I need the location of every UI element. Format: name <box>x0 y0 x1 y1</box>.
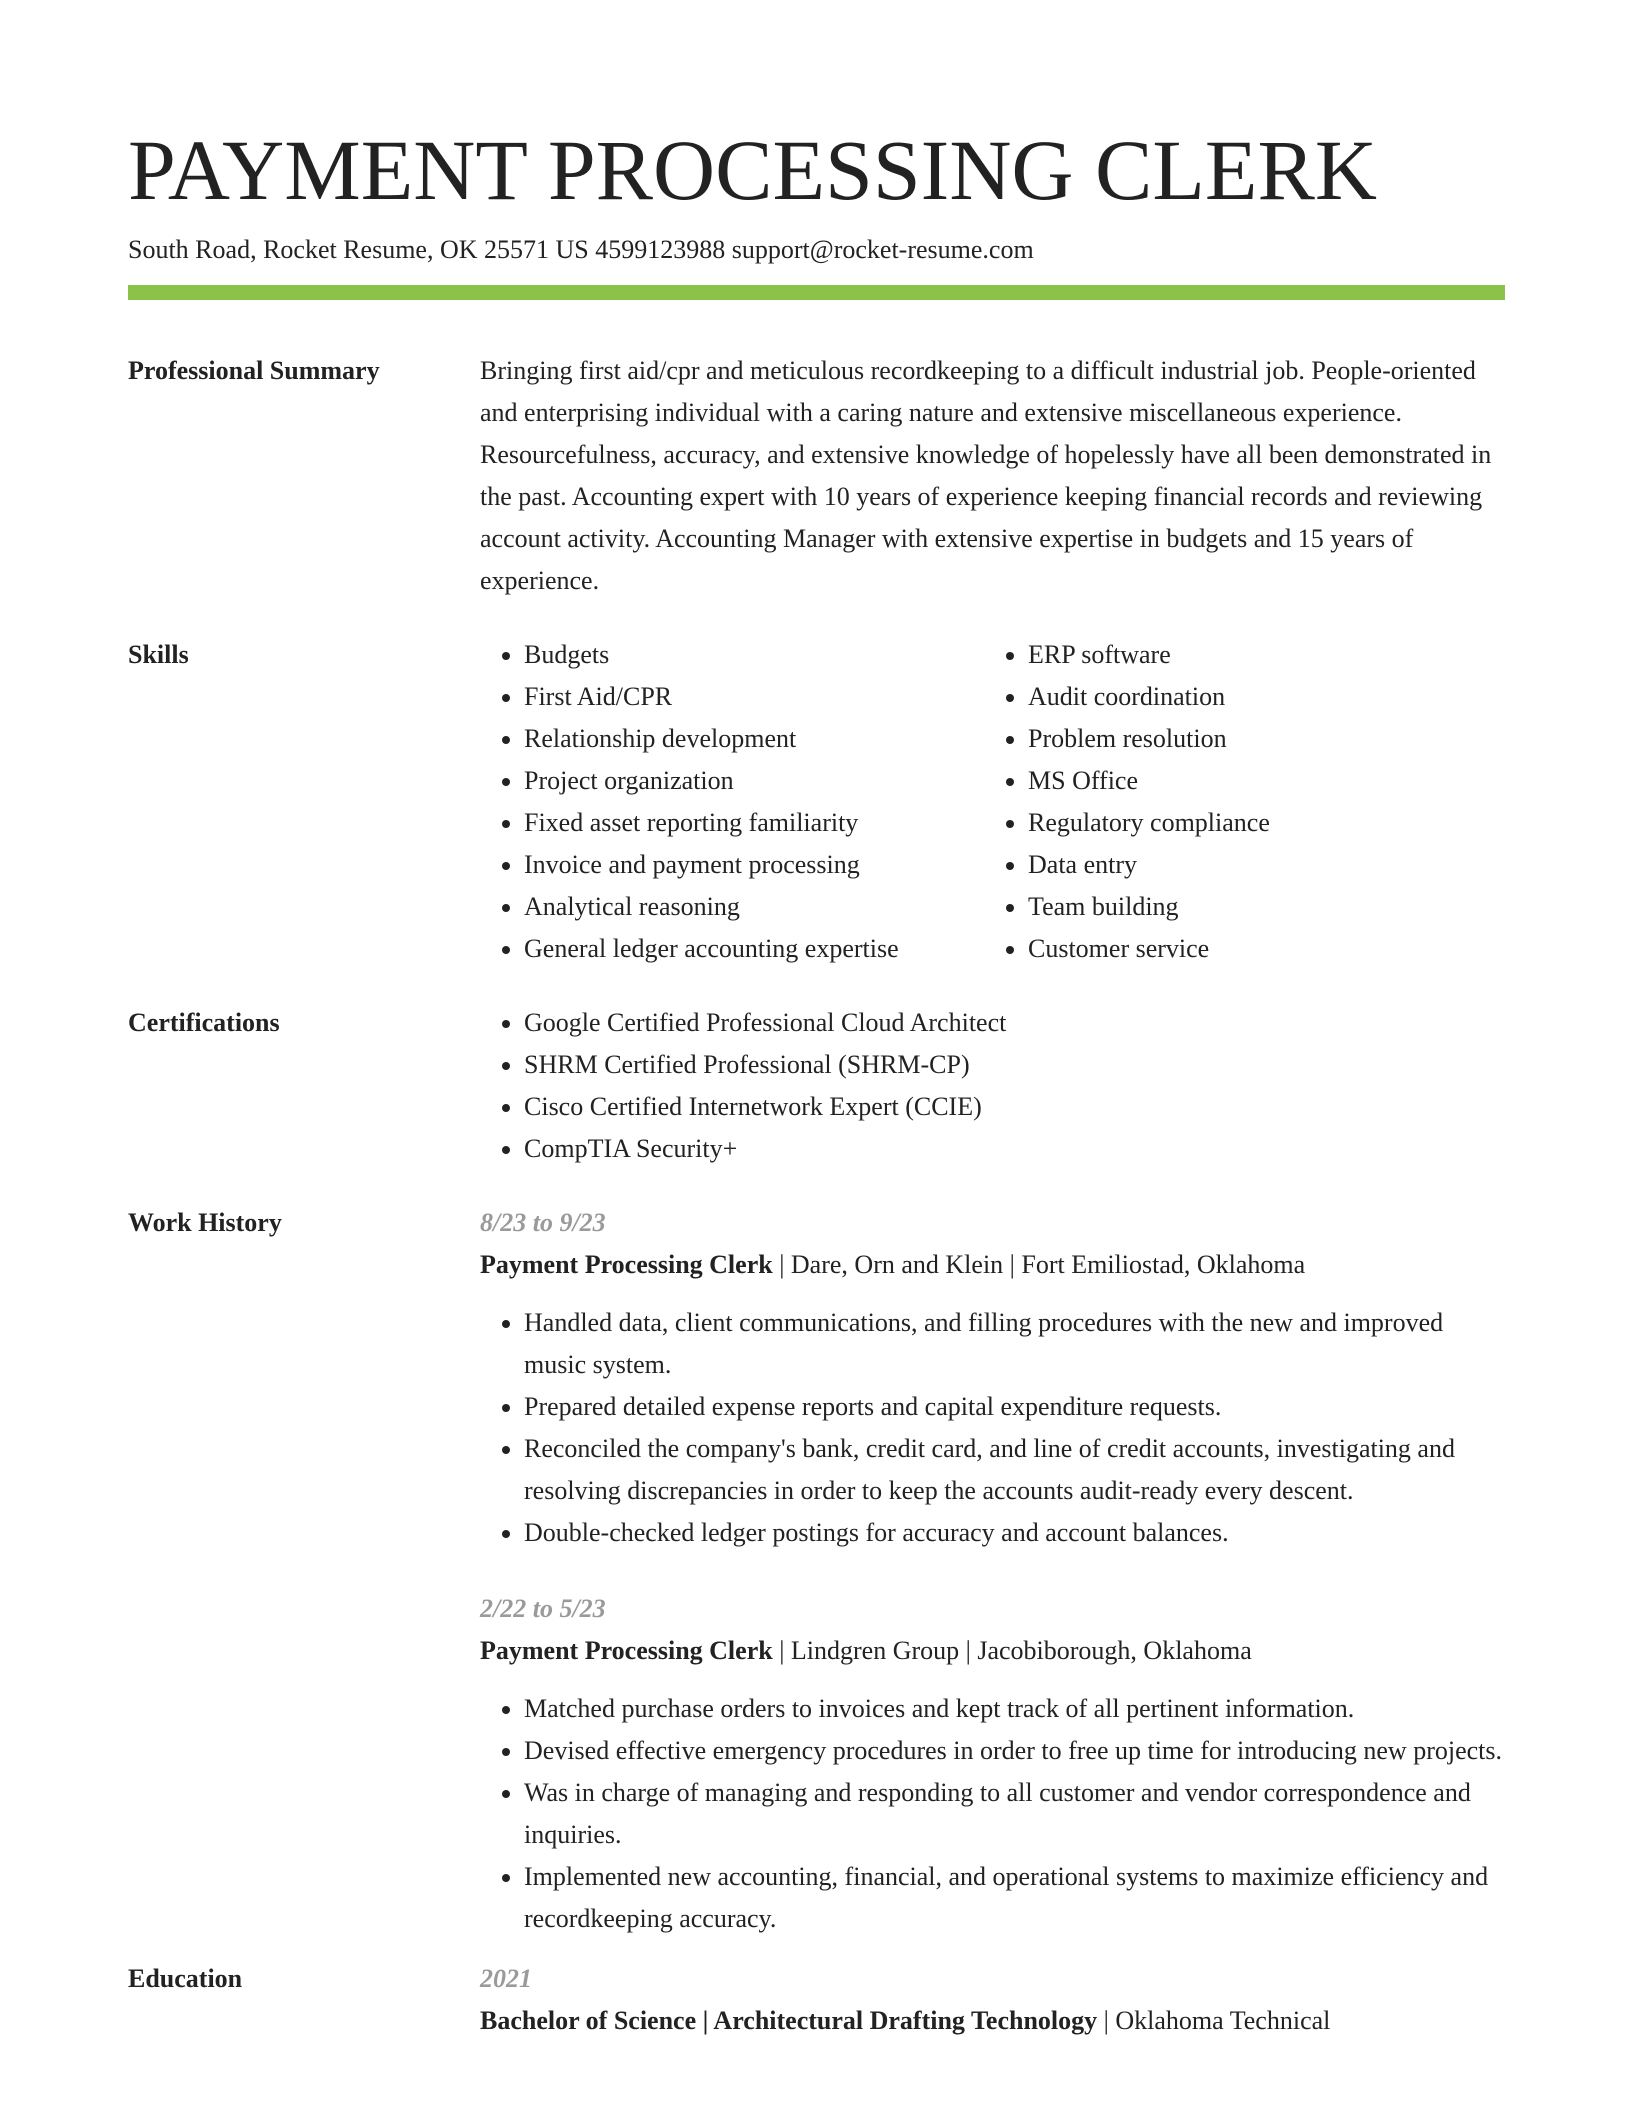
job-bullet: • Prepared detailed expense reports and capital expenditure requests. <box>524 1386 1505 1428</box>
resume-page <box>128 120 1505 2042</box>
resume-name: PAYMENT PROCESSING CLERK <box>128 122 1377 218</box>
skill-item: • Invoice and payment processing <box>524 844 984 886</box>
job-bullet: • Devised effective emergency procedures in order to free up time for introducing new projects. <box>524 1730 1505 1772</box>
section-skills <box>128 634 1505 970</box>
certification-item: • SHRM Certified Professional (SHRM-CP) <box>524 1044 1505 1086</box>
skill-item: • Data entry <box>1028 844 1505 886</box>
skills-list-left <box>480 634 984 970</box>
skill-item: • Project organization <box>524 760 984 802</box>
skill-item: • ERP software <box>1028 634 1505 676</box>
certification-item: • Google Certified Professional Cloud Architect <box>524 1002 1505 1044</box>
job-details: | Dare, Orn and Klein | Fort Emiliostad, Oklahoma <box>772 1250 1306 1279</box>
section-label: Professional Summary <box>128 356 380 385</box>
job-bullet: • Reconciled the company's bank, credit card, and line of credit accounts, investigating and resolving discrepancies in order to keep the accounts audit-ready every descent. <box>524 1428 1505 1512</box>
skill-item: • Customer service <box>1028 928 1505 970</box>
skill-item: • Budgets <box>524 634 984 676</box>
certification-item: • CompTIA Security+ <box>524 1128 1505 1170</box>
job-bullets <box>480 1688 1505 1940</box>
job-dates: 2/22 to 5/23 <box>480 1594 606 1623</box>
job-bullet: • Was in charge of managing and responding to all customer and vendor correspondence and inquiries. <box>524 1772 1505 1856</box>
section-label: Skills <box>128 640 189 669</box>
accent-divider <box>128 285 1505 300</box>
job-bullet: • Implemented new accounting, financial, and operational systems to maximize efficiency and recordkeeping accuracy. <box>524 1856 1505 1940</box>
job-entry <box>480 1588 1505 1940</box>
job-heading <box>480 1630 1505 1672</box>
job-heading <box>480 1244 1505 1286</box>
skill-item: • Analytical reasoning <box>524 886 984 928</box>
skill-item: • Relationship development <box>524 718 984 760</box>
skills-columns <box>480 634 1505 970</box>
job-bullet: • Handled data, client communications, and filling procedures with the new and improved music system. <box>524 1302 1505 1386</box>
certifications-list <box>480 1002 1505 1170</box>
job-entry <box>480 1202 1505 1554</box>
section-body <box>480 1002 1505 1170</box>
job-details: | Lindgren Group | Jacobiborough, Oklahoma <box>772 1636 1252 1665</box>
certification-item: • Cisco Certified Internetwork Expert (CCIE) <box>524 1086 1505 1128</box>
job-title: Payment Processing Clerk <box>480 1636 773 1665</box>
section-label: Certifications <box>128 1008 280 1037</box>
section-body <box>480 1958 1505 2042</box>
contact-line: South Road, Rocket Resume, OK 25571 US 4599123988 support@rocket-resume.com <box>128 235 1034 264</box>
section-body <box>480 350 1505 602</box>
skills-list-right <box>984 634 1505 970</box>
section-certifications <box>128 1002 1505 1170</box>
job-title: Payment Processing Clerk <box>480 1250 773 1279</box>
education-details: | Oklahoma Technical <box>1097 2006 1331 2035</box>
job-bullet: • Double-checked ledger postings for accuracy and account balances. <box>524 1512 1505 1554</box>
summary-text: Bringing first aid/cpr and meticulous recordkeeping to a difficult industrial job. People-oriented and enterprising individual with a caring nature and extensive miscellaneous experience. Resourcefulness, accuracy, and extensive knowledge of hopelessly have all been demonstrated in the past. Accounting expert with 10 years of experience keeping financial records and reviewing account activity. Accounting Manager with extensive expertise in budgets and 15 years of experience. <box>480 356 1492 595</box>
skill-item: • Team building <box>1028 886 1505 928</box>
education-heading <box>480 2000 1505 2042</box>
section-label: Education <box>128 1964 243 1993</box>
section-work-history <box>128 1202 1505 1940</box>
job-bullets <box>480 1302 1505 1554</box>
section-label: Work History <box>128 1208 282 1237</box>
skill-item: • First Aid/CPR <box>524 676 984 718</box>
section-education <box>128 1958 1505 2042</box>
job-dates: 8/23 to 9/23 <box>480 1208 606 1237</box>
job-bullet: • Matched purchase orders to invoices and kept track of all pertinent information. <box>524 1688 1505 1730</box>
education-dates: 2021 <box>480 1964 532 1993</box>
section-body <box>480 1202 1505 1940</box>
skill-item: • Audit coordination <box>1028 676 1505 718</box>
education-degree: Bachelor of Science | Architectural Drafting Technology <box>480 2006 1098 2035</box>
skill-item: • Regulatory compliance <box>1028 802 1505 844</box>
section-professional-summary <box>128 350 1505 602</box>
skill-item: • Problem resolution <box>1028 718 1505 760</box>
skill-item: • Fixed asset reporting familiarity <box>524 802 984 844</box>
skill-item: • MS Office <box>1028 760 1505 802</box>
skill-item: • General ledger accounting expertise <box>524 928 984 970</box>
